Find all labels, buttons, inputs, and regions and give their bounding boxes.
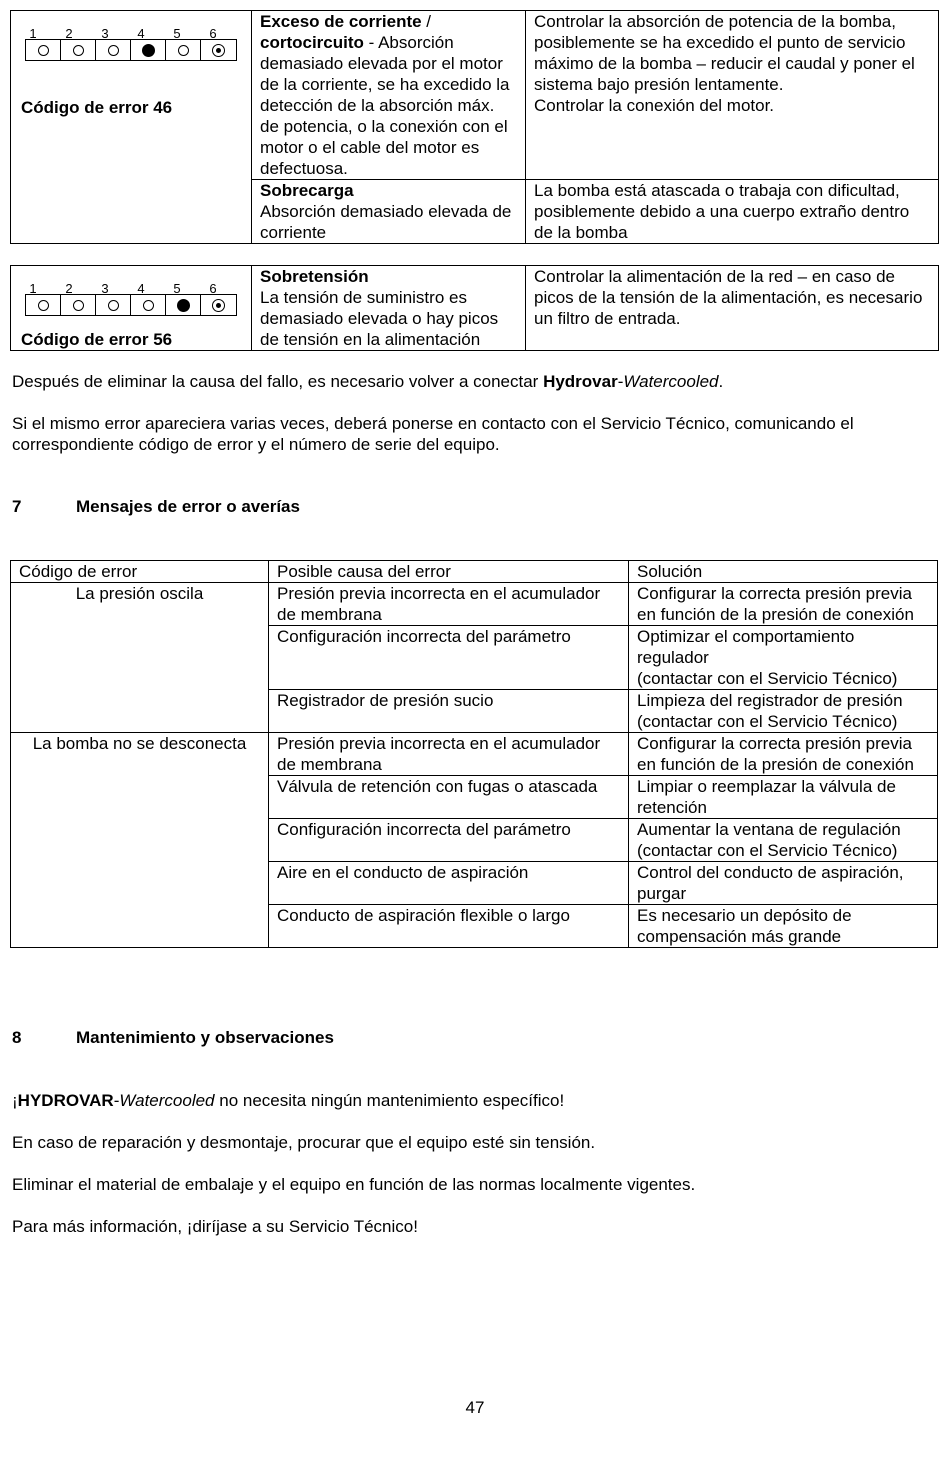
led-off-icon (108, 45, 119, 56)
led-blink-icon (212, 299, 225, 312)
led-cell-46 (11, 11, 252, 244)
led-slot (201, 295, 236, 315)
solution-overvoltage: Controlar la alimentación de la red – en caso de picos de la tensión de la alimentación, es necesario un filtro de entrada. (526, 266, 939, 351)
error-table-56 (10, 265, 939, 351)
led-number: 4 (137, 281, 145, 296)
error-code-cell: La presión oscila (11, 583, 269, 733)
text: ¡ (12, 1091, 18, 1110)
led-off-icon (108, 300, 119, 311)
error-table-46 (10, 10, 939, 244)
led-slot (26, 40, 61, 60)
cause-text: - Absorción demasiado elevada por el motor de la corriente, se ha excedido la detección de la absorción máx. de potencia, o la conexión con el motor o el cable del motor es defectuosa. (260, 33, 510, 178)
led-number: 2 (65, 281, 73, 296)
solution-cell: Limpieza del registrador de presión (contactar con el Servicio Técnico) (629, 690, 938, 733)
led-slot (61, 40, 96, 60)
led-row (25, 39, 237, 61)
brand-variant: Watercooled (119, 1091, 215, 1110)
solution-cell: Limpiar o reemplazar la válvula de retención (629, 776, 938, 819)
led-off-icon (178, 45, 189, 56)
table-row (11, 733, 938, 776)
table-row (11, 583, 938, 626)
header-solution: Solución (629, 561, 938, 583)
solution-cell: Configurar la correcta presión previa en función de la presión de conexión (629, 583, 938, 626)
solution-cell: Control del conducto de aspiración, purgar (629, 862, 938, 905)
maintenance-line-3: Eliminar el material de embalaje y el equipo en función de las normas localmente vigentes. (12, 1175, 696, 1194)
header-cause: Posible causa del error (269, 561, 629, 583)
section-title: Mensajes de error o averías (76, 497, 300, 516)
cause-cell: Configuración incorrecta del parámetro (269, 819, 629, 862)
table-header-row (11, 561, 938, 583)
section-8-heading (12, 1027, 334, 1048)
led-on-icon (177, 299, 190, 312)
header-code: Código de error (11, 561, 269, 583)
led-off-icon (73, 300, 84, 311)
text: . (718, 372, 724, 391)
cause-title: Exceso de corriente (260, 12, 422, 31)
led-slot (96, 295, 131, 315)
section-7-heading (12, 496, 300, 517)
led-off-icon (38, 45, 49, 56)
led-off-icon (73, 45, 84, 56)
cause-cell: Configuración incorrecta del parámetro (269, 626, 629, 690)
led-slot (61, 295, 96, 315)
led-slot (131, 295, 166, 315)
solution-cell: Optimizar el comportamiento regulador (contactar con el Servicio Técnico) (629, 626, 938, 690)
section-number: 8 (12, 1028, 22, 1047)
error-code-46-label: Código de error 46 (21, 98, 173, 117)
page-number: 47 (465, 1398, 485, 1417)
cause-overload (252, 180, 526, 244)
solution-cell: Aumentar la ventana de regulación (contactar con el Servicio Técnico) (629, 819, 938, 862)
section-number: 7 (12, 497, 22, 516)
error-messages-table (10, 560, 938, 948)
maintenance-line-2: En caso de reparación y desmontaje, procurar que el equipo esté sin tensión. (12, 1133, 596, 1152)
led-indicator-46 (11, 11, 251, 71)
text: Después de eliminar la causa del fallo, es necesario volver a conectar (12, 372, 544, 391)
cause-title: Sobretensión (260, 267, 369, 286)
maintenance-line-1 (12, 1090, 564, 1111)
cause-title2: cortocircuito (260, 33, 364, 52)
cause-title-sep: / (421, 12, 432, 31)
text: no necesita ningún mantenimiento específico! (214, 1091, 565, 1110)
led-off-icon (143, 300, 154, 311)
led-row (25, 294, 237, 316)
cause-cell: Aire en el conducto de aspiración (269, 862, 629, 905)
reconnect-paragraph (12, 371, 932, 392)
cause-cell: Conducto de aspiración flexible o largo (269, 905, 629, 948)
led-slot (96, 40, 131, 60)
led-number: 6 (209, 281, 217, 296)
led-slot (131, 40, 166, 60)
cause-title: Sobrecarga (260, 181, 354, 200)
led-cell-56 (11, 266, 252, 351)
maintenance-line-4: Para más información, ¡diríjase a su Servicio Técnico! (12, 1217, 418, 1236)
text: - (617, 372, 624, 391)
led-blink-icon (212, 44, 225, 57)
cause-text: La tensión de suministro es demasiado elevada o hay picos de tensión en la alimentación (260, 288, 499, 349)
led-number: 3 (101, 26, 109, 41)
solution-cell: Es necesario un depósito de compensación más grande (629, 905, 938, 948)
led-number: 3 (101, 281, 109, 296)
led-number: 4 (137, 26, 145, 41)
led-slot (166, 295, 201, 315)
brand-name: HYDROVAR (17, 1091, 114, 1110)
brand-name: Hydrovar (543, 372, 618, 391)
led-indicator-56 (11, 266, 251, 326)
led-number: 5 (173, 281, 181, 296)
solution-cell: Configurar la correcta presión previa en función de la presión de conexión (629, 733, 938, 776)
cause-text: Absorción demasiado elevada de corriente (260, 202, 512, 242)
led-number: 1 (29, 281, 37, 296)
led-number: 5 (173, 26, 181, 41)
cause-cell: Presión previa incorrecta en el acumulador de membrana (269, 583, 629, 626)
led-number: 1 (29, 26, 37, 41)
led-slot (26, 295, 61, 315)
led-number: 2 (65, 26, 73, 41)
brand-variant: Watercooled (623, 372, 719, 391)
section-title: Mantenimiento y observaciones (76, 1028, 334, 1047)
service-paragraph: Si el mismo error apareciera varias veces, deberá ponerse en contacto con el Servicio Técnico, comunicando el correspondiente código de error y el número de serie del equipo. (12, 414, 854, 454)
solution-overload: La bomba está atascada o trabaja con dificultad, posiblemente debido a una cuerpo extraño dentro de la bomba (526, 180, 939, 244)
text: - (113, 1091, 120, 1110)
led-slot (166, 40, 201, 60)
cause-overvoltage (252, 266, 526, 351)
led-number: 6 (209, 26, 217, 41)
cause-cell: Registrador de presión sucio (269, 690, 629, 733)
solution-overcurrent: Controlar la absorción de potencia de la bomba, posiblemente se ha excedido el punto de servicio máximo de la bomba – reducir el caudal y poner el sistema bajo presión lentamente. Controlar la conexión del motor. (526, 11, 939, 180)
led-on-icon (142, 44, 155, 57)
error-code-56-label: Código de error 56 (21, 330, 173, 349)
error-code-cell: La bomba no se desconecta (11, 733, 269, 948)
cause-overcurrent (252, 11, 526, 180)
led-slot (201, 40, 236, 60)
cause-cell: Presión previa incorrecta en el acumulador de membrana (269, 733, 629, 776)
cause-cell: Válvula de retención con fugas o atascada (269, 776, 629, 819)
led-off-icon (38, 300, 49, 311)
